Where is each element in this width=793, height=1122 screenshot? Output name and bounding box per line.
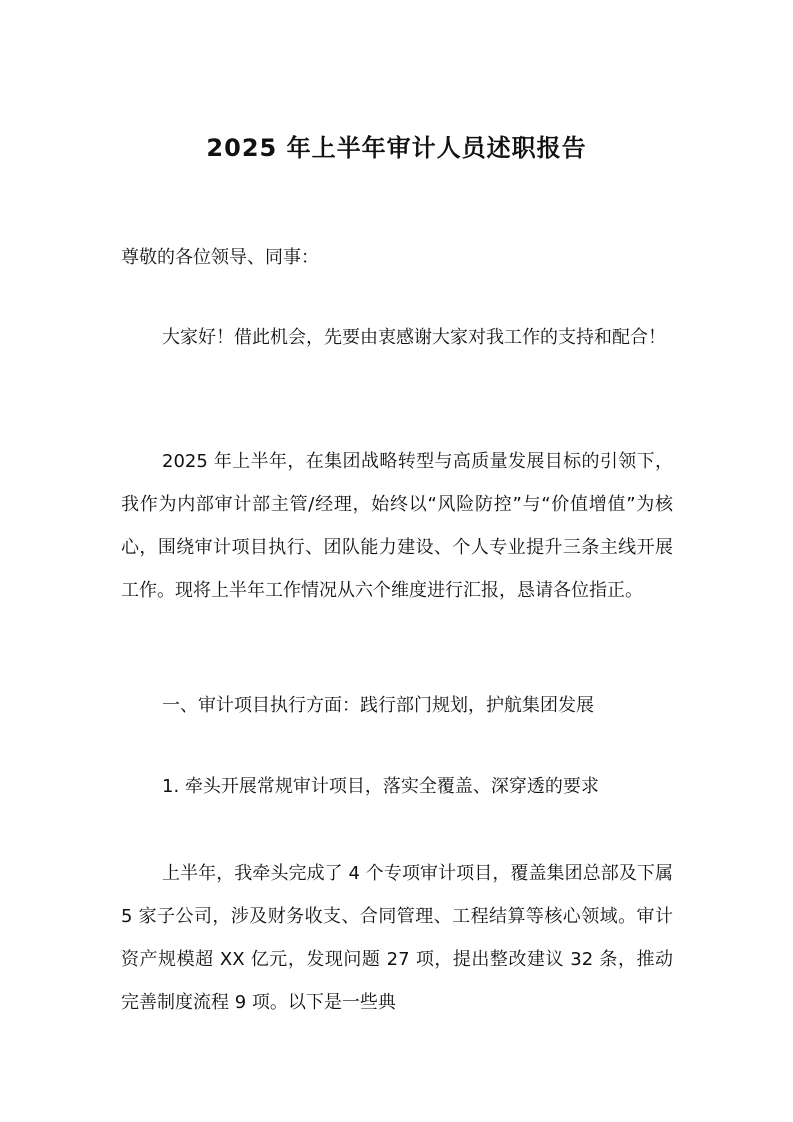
section-heading: 一、审计项目执行方面：践行部门规划，护航集团发展: [162, 695, 594, 716]
salutation: 尊敬的各位领导、同事：: [121, 247, 319, 268]
document-title: 2025 年上半年审计人员述职报告: [206, 134, 587, 162]
paragraph-introduction: 2025 年上半年，在集团战略转型与高质量发展目标的引领下，我作为内部审计部主管/经理，始终以“风险防控”与“价值增值”为核心，围绕审计项目执行、团队能力建设、个人专业提升三条主线开展工作。现将上半年工作情况从六个维度进行汇报，恳请各位指正。: [121, 451, 673, 601]
paragraph-audit-projects: 上半年，我牵头完成了 4 个专项审计项目，覆盖集团总部及下属 5 家子公司，涉及财务收支、合同管理、工程结算等核心领域。审计资产规模超 XX 亿元，发现问题 27 项，提出整改建议 32 条，推动完善制度流程 9 项。以下是一些典: [121, 863, 673, 1013]
paragraph-greeting: 大家好！借此机会，先要由衷感谢大家对我工作的支持和配合！: [162, 327, 666, 348]
subsection-heading: 1. 牵头开展常规审计项目，落实全覆盖、深穿透的要求: [162, 776, 599, 797]
